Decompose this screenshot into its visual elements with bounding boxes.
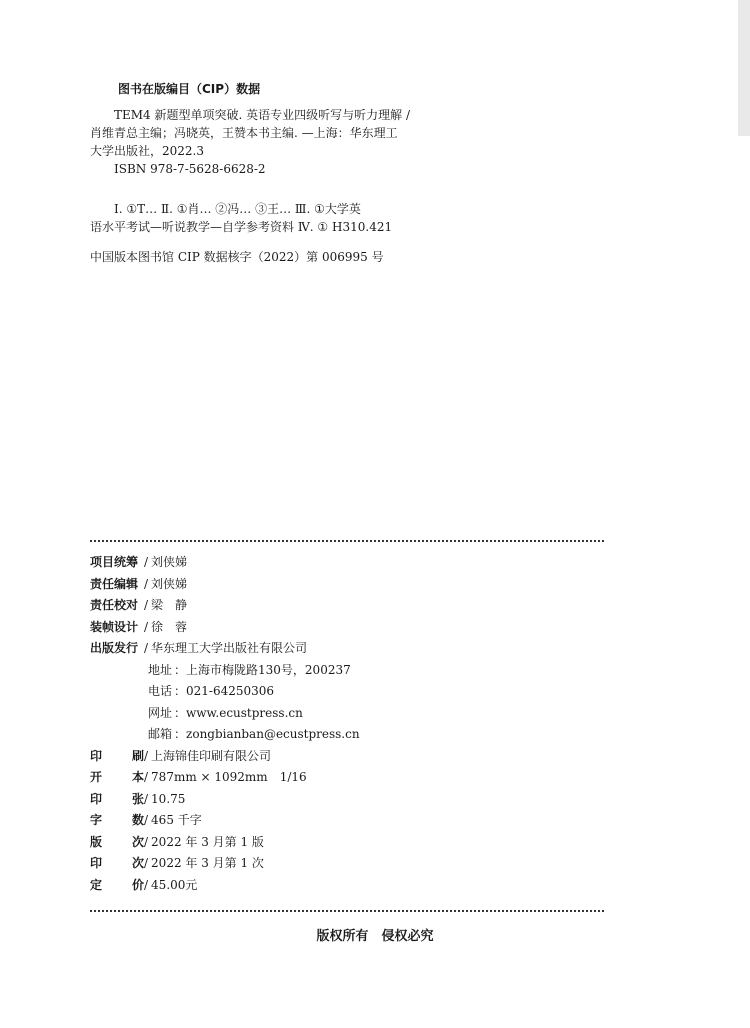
credit-separator: / <box>144 877 149 892</box>
bottom-divider <box>90 910 604 912</box>
cip-entry-line: 大学出版社，2022.3 <box>90 144 204 158</box>
contact-separator: ： <box>174 705 187 720</box>
credit-separator: / <box>144 770 149 784</box>
cip-entry-line: 肖维青总主编；冯晓英，王赞本书主编. —上海：华东理工 <box>90 126 398 140</box>
credit-row-words <box>90 810 610 832</box>
credit-row-printer <box>90 746 610 768</box>
credit-value: 徐 蓉 <box>151 619 188 634</box>
credit-value: 787mm × 1092mm 1/16 <box>151 770 307 784</box>
copyright-notice: 版权所有 侵权必究 <box>316 929 434 944</box>
credit-separator: / <box>144 791 149 806</box>
cip-entry-line: TEM4 新题型单项突破. 英语专业四级听写与听力理解 / <box>114 108 410 122</box>
credit-value: 刘侠娣 <box>151 555 188 569</box>
credit-row-format <box>90 767 610 789</box>
credit-separator: / <box>144 641 149 655</box>
top-divider <box>90 540 604 542</box>
credit-label: 字 数 <box>90 813 144 827</box>
credit-value: 刘侠娣 <box>151 576 188 591</box>
contact-separator: ： <box>174 727 187 741</box>
credit-label: 开 本 <box>90 770 144 784</box>
credit-separator: / <box>144 813 149 827</box>
credit-separator: / <box>144 834 149 849</box>
credit-label: 责任编辑 <box>90 576 139 591</box>
credit-value: 上海锦佳印刷有限公司 <box>151 748 272 763</box>
cip-isbn: ISBN 978-7-5628-6628-2 <box>114 162 266 176</box>
credit-row-sheets <box>90 789 610 811</box>
credit-row-edition <box>90 832 610 854</box>
credit-row-price <box>90 875 610 897</box>
contact-label: 地 址 <box>148 662 173 677</box>
credit-label: 印 次 <box>90 856 144 870</box>
contact-value[interactable]: www.ecustpress.cn <box>186 705 303 720</box>
credit-value: 华东理工大学出版社有限公司 <box>151 641 308 655</box>
credit-row-impression <box>90 853 610 875</box>
contact-separator: ： <box>174 684 187 698</box>
credit-row-publisher <box>90 638 610 660</box>
contact-value[interactable]: zongbianban@ecustpress.cn <box>186 727 360 741</box>
cip-title: 图书在版编目（CIP）数据 <box>118 82 261 96</box>
credit-row-designer <box>90 617 610 639</box>
cip-class-line: 语水平考试—听说教学—自学参考资料 Ⅳ. ① H310.421 <box>90 220 393 234</box>
credit-separator: / <box>144 856 149 870</box>
credit-label: 装帧设计 <box>90 619 139 634</box>
contact-label: 网 址 <box>148 705 173 720</box>
contact-phone <box>90 681 610 703</box>
contact-value: 021-64250306 <box>186 684 275 698</box>
credit-label: 责任校对 <box>90 598 139 612</box>
credit-row-editor <box>90 574 610 596</box>
credit-row-project <box>90 552 610 574</box>
contact-value: 上海市梅陇路130号，200237 <box>186 662 351 677</box>
credit-value: 2022 年 3 月第 1 版 <box>151 834 264 849</box>
credit-separator: / <box>144 555 149 569</box>
contact-label: 邮 箱 <box>148 727 173 741</box>
credit-label: 项目统筹 <box>90 555 139 569</box>
contact-website <box>90 703 610 725</box>
credit-separator: / <box>144 576 149 591</box>
contact-label: 电 话 <box>148 684 173 698</box>
credit-value: 45.00元 <box>151 877 198 892</box>
credit-value: 2022 年 3 月第 1 次 <box>151 856 264 870</box>
credit-label: 印 张 <box>90 791 144 806</box>
credit-row-proofreader <box>90 595 610 617</box>
cip-data-block <box>90 80 420 278</box>
credit-value: 10.75 <box>151 791 186 806</box>
contact-separator: ： <box>174 662 187 677</box>
credit-label: 出版发行 <box>90 641 139 655</box>
scroll-indicator[interactable] <box>738 0 750 136</box>
contact-email <box>90 724 610 746</box>
credit-separator: / <box>144 619 149 634</box>
credit-value: 465 千字 <box>151 813 202 827</box>
publication-credits <box>90 552 610 896</box>
cip-classification <box>90 200 420 236</box>
credit-value: 梁 静 <box>151 598 188 612</box>
credit-separator: / <box>144 598 149 612</box>
cip-number: 中国版本图书馆 CIP 数据核字（2022）第 006995 号 <box>90 250 384 264</box>
credit-label: 版 次 <box>90 834 144 849</box>
cip-entry <box>90 106 420 178</box>
credit-separator: / <box>144 748 149 763</box>
credit-label: 印 刷 <box>90 748 144 763</box>
cip-class-line: Ⅰ. ①T… Ⅱ. ①肖… ②冯… ③王… Ⅲ. ①大学英 <box>114 202 361 216</box>
contact-address <box>90 660 610 682</box>
credit-label: 定 价 <box>90 877 144 892</box>
